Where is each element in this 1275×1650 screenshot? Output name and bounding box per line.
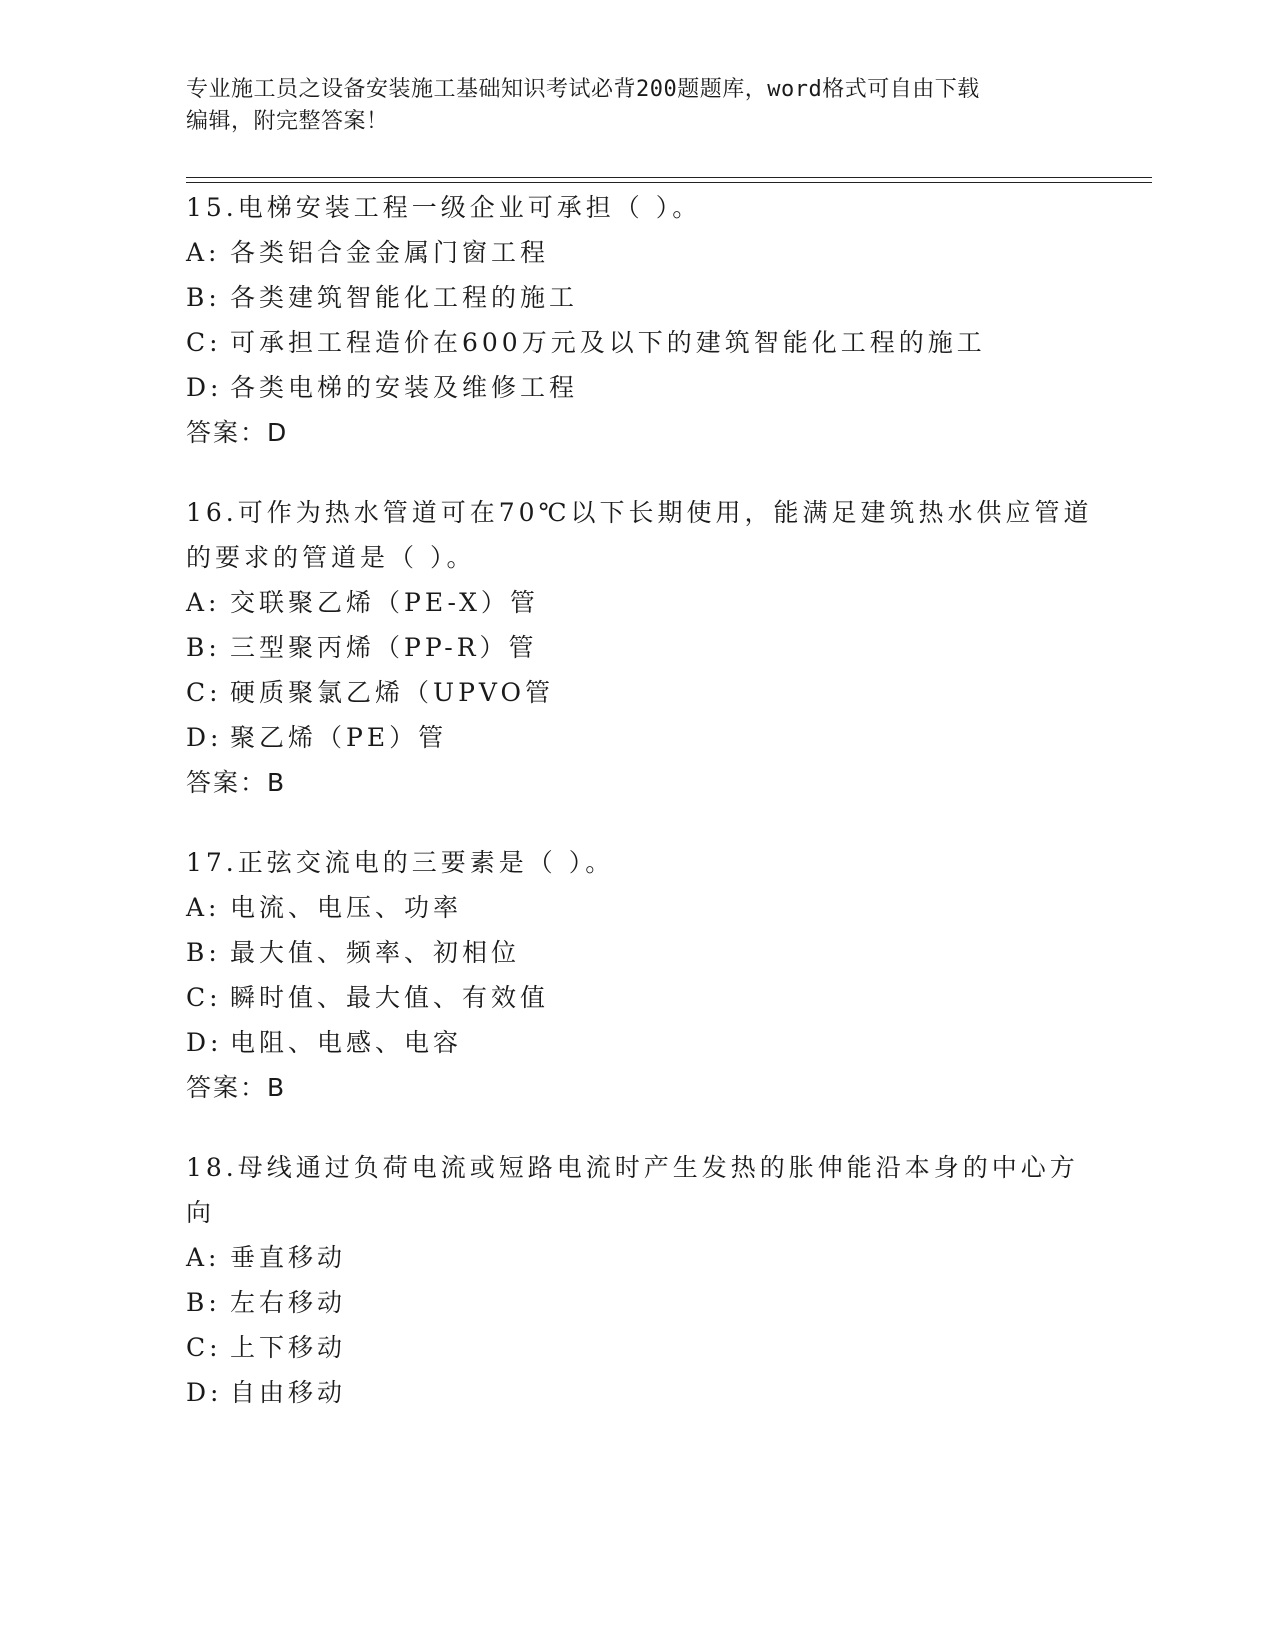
option-letter: A: — [186, 893, 221, 922]
option-text: 三型聚丙烯（PP-R）管 — [230, 633, 538, 662]
option-text: 可承担工程造价在600万元及以下的建筑智能化工程的施工 — [230, 328, 986, 357]
answer-line: 答案：B — [186, 768, 287, 797]
option-letter: A: — [186, 1243, 221, 1272]
question-stem-line-2: 的要求的管道是（ ）。 — [186, 543, 476, 572]
option-b — [186, 625, 1086, 670]
option-b — [186, 275, 1086, 320]
question-stem: 17.正弦交流电的三要素是（ ）。 — [186, 848, 615, 877]
question-stem-line-1: 16.可作为热水管道可在70℃以下长期使用，能满足建筑热水供应管道 — [186, 498, 1093, 527]
document-header — [186, 74, 1086, 138]
option-text: 左右移动 — [230, 1288, 347, 1317]
option-b — [186, 930, 1086, 975]
option-d — [186, 365, 1086, 410]
option-letter: C: — [186, 983, 222, 1012]
question-18 — [186, 1145, 1086, 1415]
question-17 — [186, 840, 1086, 1110]
header-title-line-2: 编辑，附完整答案！ — [186, 109, 389, 134]
option-c — [186, 1325, 1086, 1370]
option-letter: B: — [186, 1288, 221, 1317]
option-letter: C: — [186, 328, 222, 357]
option-letter: B: — [186, 633, 221, 662]
option-text: 聚乙烯（PE）管 — [230, 723, 448, 752]
option-text: 各类电梯的安装及维修工程 — [230, 373, 579, 402]
header-divider-top — [186, 177, 1152, 178]
option-text: 自由移动 — [230, 1378, 347, 1407]
question-15 — [186, 185, 1086, 455]
question-16 — [186, 490, 1093, 805]
option-text: 电阻、电感、电容 — [230, 1028, 463, 1057]
option-d — [186, 715, 1086, 760]
header-title-line-1: 专业施工员之设备安装施工基础知识考试必背200题题库，word格式可自由下载 — [186, 77, 980, 102]
option-a — [186, 1235, 1086, 1280]
option-text: 硬质聚氯乙烯（UPVO管 — [230, 678, 555, 707]
option-d — [186, 1370, 1086, 1415]
option-text: 各类建筑智能化工程的施工 — [230, 283, 579, 312]
option-letter: D: — [186, 1028, 223, 1057]
option-text: 垂直移动 — [230, 1243, 347, 1272]
option-text: 各类铝合金金属门窗工程 — [230, 238, 550, 267]
answer-line: 答案：D — [186, 418, 289, 447]
option-letter: D: — [186, 1378, 223, 1407]
option-letter: A: — [186, 588, 221, 617]
option-letter: D: — [186, 723, 223, 752]
answer-line: 答案：B — [186, 1073, 287, 1102]
header-divider-bottom — [186, 182, 1152, 183]
option-letter: A: — [186, 238, 221, 267]
question-stem-line-1: 18.母线通过负荷电流或短路电流时产生发热的胀伸能沿本身的中心方 — [186, 1153, 1079, 1182]
option-a — [186, 885, 1086, 930]
question-stem-line-2: 向 — [186, 1198, 216, 1227]
option-c — [186, 320, 1086, 365]
option-c — [186, 975, 1086, 1020]
option-letter: B: — [186, 938, 221, 967]
option-text: 上下移动 — [230, 1333, 347, 1362]
option-letter: C: — [186, 678, 222, 707]
option-text: 交联聚乙烯（PE-X）管 — [230, 588, 539, 617]
option-c — [186, 670, 1086, 715]
option-text: 最大值、频率、初相位 — [230, 938, 521, 967]
option-d — [186, 1020, 1086, 1065]
question-stem: 15.电梯安装工程一级企业可承担（ ）。 — [186, 193, 702, 222]
option-letter: D: — [186, 373, 223, 402]
option-text: 电流、电压、功率 — [230, 893, 463, 922]
option-letter: B: — [186, 283, 221, 312]
option-a — [186, 580, 1086, 625]
option-text: 瞬时值、最大值、有效值 — [230, 983, 550, 1012]
option-b — [186, 1280, 1086, 1325]
option-a — [186, 230, 1086, 275]
option-letter: C: — [186, 1333, 222, 1362]
